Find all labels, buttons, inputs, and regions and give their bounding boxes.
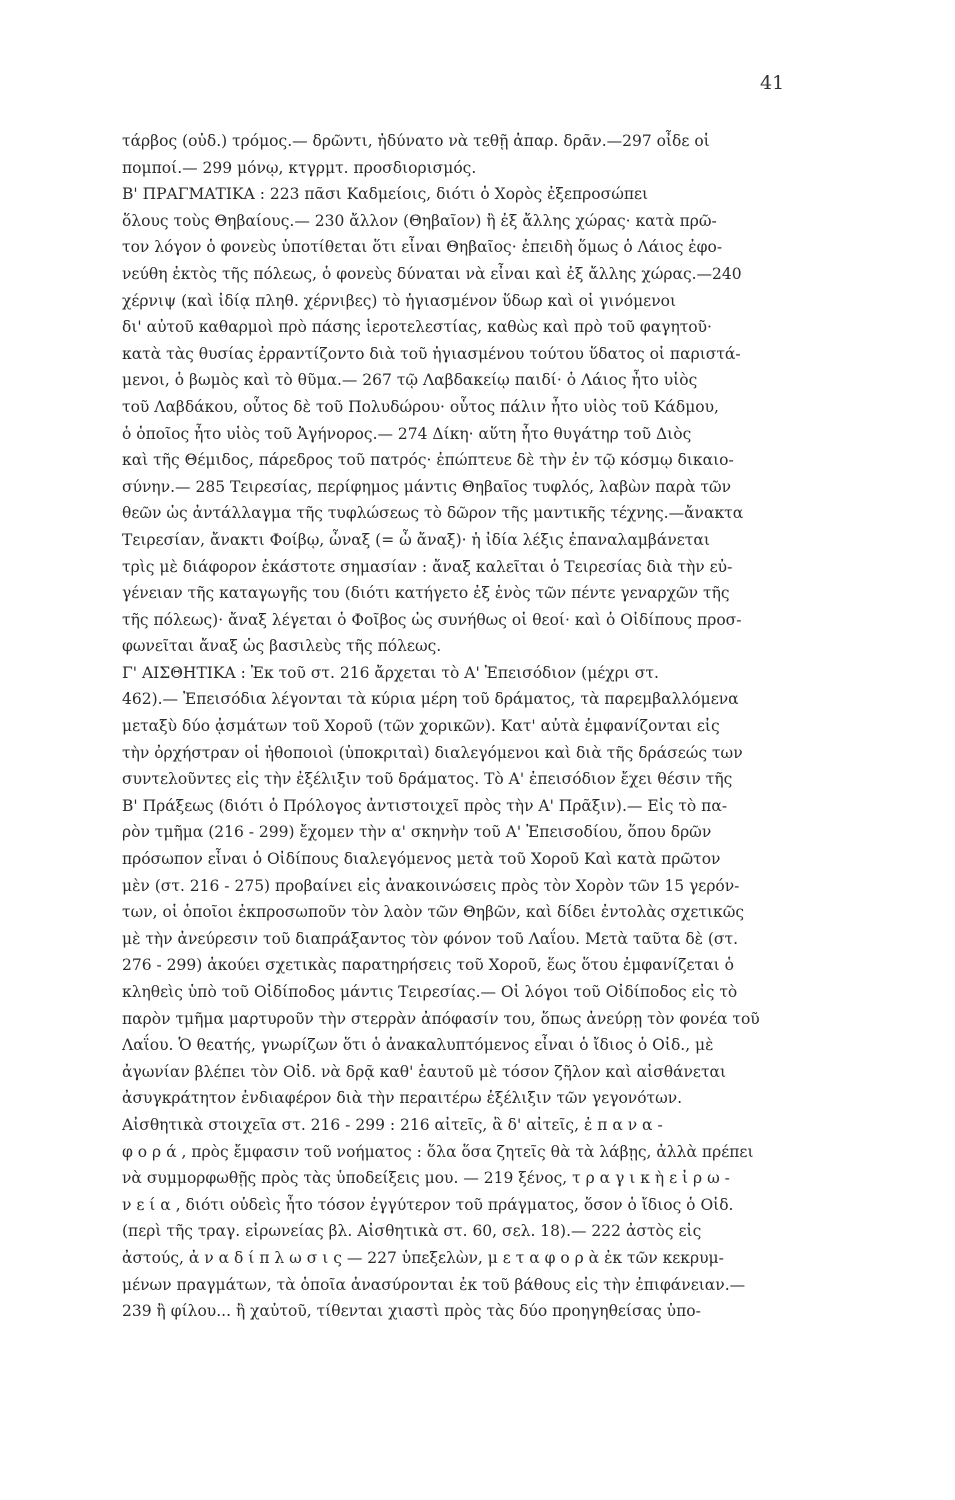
text-line: 239 ἢ φίλου... ἢ χαὐτοῦ, τίθενται χιαστὶ πρὸς τὰς δύο προηγηθείσας ὑπο-: [122, 1302, 701, 1321]
text-line: δι' αὐτοῦ καθαρμοὶ πρὸ πάσης ἱεροτελεστίας, καθὼς καὶ πρὸ τοῦ φαγητοῦ·: [122, 318, 712, 337]
text-line: κληθεὶς ὑπὸ τοῦ Οἰδίποδος μάντις Τειρεσίας.— Οἱ λόγοι τοῦ Οἰδίποδος εἰς τὸ: [122, 983, 738, 1001]
text-line: ὁ ὁποῖος ἦτο υἱὸς τοῦ Ἀγήνορος.— 274 Δίκη· αὕτη ἦτο θυγάτηρ τοῦ Διὸς: [122, 424, 692, 443]
text-line: ρὸν τμῆμα (216 - 299) ἔχομεν τὴν α' σκηνὴν τοῦ Α' Ἐπεισοδίου, ὅπου δρῶν: [122, 823, 712, 842]
text-line: των, οἱ ὁποῖοι ἐκπροσωποῦν τὸν λαὸν τῶν Θηβῶν, καὶ δίδει ἐντολὰς σχετικῶς: [122, 903, 745, 922]
text-line: τάρβος (οὐδ.) τρόμος.— δρῶντι, ἠδύνατο νὰ τεθῇ ἀπαρ. δρᾶν.—297 οἶδε οἱ: [122, 132, 710, 150]
text-line: μεταξὺ δύο ᾀσμάτων τοῦ Χοροῦ (τῶν χορικῶν). Κατ' αὐτὰ ἐμφανίζονται εἰς: [122, 717, 720, 736]
text-line: χέρνιψ (καὶ ἰδίᾳ πληθ. χέρνιβες) τὸ ἡγιασμένον ὕδωρ καὶ οἱ γινόμενοι: [122, 291, 677, 310]
page-text: [122, 128, 790, 1325]
text-line: γένειαν τῆς καταγωγῆς του (διότι κατήγετο ἐξ ἑνὸς τῶν πέντε γεναρχῶν τῆς: [122, 584, 730, 603]
text-line: Β' ΠΡΑΓΜΑΤΙΚΑ : 223 πᾶσι Καδμείοις, διότι ὁ Χορὸς ἐξεπροσώπει: [122, 185, 649, 204]
text-line: παρὸν τμῆμα μαρτυροῦν τὴν στερρὰν ἀπόφασίν του, ὅπως ἀνεύρῃ τὸν φονέα τοῦ: [122, 1009, 760, 1028]
text-line: 462).— Ἐπεισόδια λέγονται τὰ κύρια μέρη τοῦ δράματος, τὰ παρεμβαλλόμενα: [122, 690, 739, 709]
text-line: κατὰ τὰς θυσίας ἐρραντίζοντο διὰ τοῦ ἡγιασμένου τούτου ὕδατος οἱ παριστά-: [122, 344, 741, 363]
text-line: φωνεῖται ἄναξ ὡς βασιλεὺς τῆς πόλεως.: [122, 637, 442, 656]
text-line: φ ο ρ ά , πρὸς ἔμφασιν τοῦ νοήματος : ὅλα ὅσα ζητεῖς θὰ τὰ λάβῃς, ἀλλὰ πρέπει: [122, 1142, 754, 1161]
text-line: θεῶν ὡς ἀντάλλαγμα τῆς τυφλώσεως τὸ δῶρον τῆς μαντικῆς τέχνης.—ἄνακτα: [122, 504, 744, 523]
text-line: μὲν (στ. 216 - 275) προβαίνει εἰς ἀνακοινώσεις πρὸς τὸν Χορὸν τῶν 15 γερόν-: [122, 876, 740, 895]
text-line: ἀσυγκράτητον ἐνδιαφέρον διὰ τὴν περαιτέρω ἐξέλιξιν τῶν γεγονότων.: [122, 1089, 683, 1108]
text-line: σύνην.— 285 Τειρεσίας, περίφημος μάντις Θηβαῖος τυφλός, λαβὼν παρὰ τῶν: [122, 477, 732, 496]
text-line: τοῦ Λαβδάκου, οὗτος δὲ τοῦ Πολυδώρου· οὗτος πάλιν ἦτο υἱὸς τοῦ Κάδμου,: [122, 397, 719, 416]
text-line: συντελοῦντες εἰς τὴν ἐξέλιξιν τοῦ δράματος. Τὸ Α' ἐπεισόδιον ἔχει θέσιν τῆς: [122, 770, 733, 789]
page-number: 41: [760, 72, 785, 94]
text-line: ὅλους τοὺς Θηβαίους.— 230 ἄλλον (Θηβαῖον) ἢ ἐξ ἄλλης χώρας· κατὰ πρῶ-: [122, 211, 717, 230]
text-line: πομποί.— 299 μόνῳ, κτγρμτ. προσδιορισμός.: [122, 158, 477, 177]
text-line: ἀστούς, ἀ ν α δ ί π λ ω σ ι ς — 227 ὑπεξελὼν, μ ε τ α φ ο ρ ὰ ἐκ τῶν κεκρυμ-: [122, 1248, 724, 1267]
text-line: Β' Πράξεως (διότι ὁ Πρόλογος ἀντιστοιχεῖ πρὸς τὴν Α' Πρᾶξιν).— Εἰς τὸ πα-: [122, 796, 728, 815]
text-line: μενοι, ὁ βωμὸς καὶ τὸ θῦμα.— 267 τῷ Λαβδακείῳ παιδί· ὁ Λάιος ἦτο υἱὸς: [122, 371, 698, 390]
text-line: Λαΐου. Ὁ θεατής, γνωρίζων ὅτι ὁ ἀνακαλυπτόμενος εἶναι ὁ ἴδιος ὁ Οἰδ., μὲ: [122, 1036, 714, 1055]
text-line: (περὶ τῆς τραγ. εἰρωνείας βλ. Αἰσθητικὰ στ. 60, σελ. 18).— 222 ἀστὸς εἰς: [122, 1222, 702, 1241]
text-line: πρόσωπον εἶναι ὁ Οἰδίπους διαλεγόμενος μετὰ τοῦ Χοροῦ Καὶ κατὰ πρῶτον: [122, 850, 721, 869]
text-line: τον λόγον ὁ φονεὺς ὑποτίθεται ὅτι εἶναι Θηβαῖος· ἐπειδὴ ὅμως ὁ Λάιος ἐφο-: [122, 238, 723, 257]
text-line: 276 - 299) ἀκούει σχετικὰς παρατηρήσεις τοῦ Χοροῦ, ἕως ὅτου ἐμφανίζεται ὁ: [122, 956, 734, 975]
text-line: Αἰσθητικὰ στοιχεῖα στ. 216 - 299 : 216 αἰτεῖς, ἃ δ' αἰτεῖς, ἐ π α ν α -: [122, 1115, 663, 1134]
text-line: τὴν ὀρχήστραν οἱ ἠθοποιοὶ (ὑποκριταὶ) διαλεγόμενοι καὶ διὰ τῆς δράσεώς των: [122, 743, 743, 762]
text-line: Τειρεσίαν, ἄνακτι Φοίβῳ, ὦναξ (= ὦ ἄναξ)· ἡ ἰδία λέξις ἐπαναλαμβάνεται: [122, 530, 710, 549]
text-line: νεύθη ἐκτὸς τῆς πόλεως, ὁ φονεὺς δύναται νὰ εἶναι καὶ ἐξ ἄλλης χώρας.—240: [122, 264, 742, 283]
text-line: Γ' ΑΙΣΘΗΤΙΚΑ : Ἐκ τοῦ στ. 216 ἄρχεται τὸ Α' Ἐπεισόδιον (μέχρι στ.: [122, 663, 659, 682]
text-line: τῆς πόλεως)· ἄναξ λέγεται ὁ Φοῖβος ὡς συνήθως οἱ θεοί· καὶ ὁ Οἰδίπους προσ-: [122, 610, 742, 629]
text-line: μὲ τὴν ἀνεύρεσιν τοῦ διαπράξαντος τὸν φόνον τοῦ Λαΐου. Μετὰ ταῦτα δὲ (στ.: [122, 929, 739, 948]
text-line: ν ε ί α , διότι οὐδεὶς ἦτο τόσον ἐγγύτερον τοῦ πράγματος, ὅσον ὁ ἴδιος ὁ Οἰδ.: [122, 1195, 734, 1214]
text-line: καὶ τῆς Θέμιδος, πάρεδρος τοῦ πατρός· ἐπώπτευε δὲ τὴν ἐν τῷ κόσμῳ δικαιο-: [122, 451, 734, 470]
text-line: ἀγωνίαν βλέπει τὸν Οἰδ. νὰ δρᾷ καθ' ἑαυτοῦ μὲ τόσον ζῆλον καὶ αἰσθάνεται: [122, 1062, 727, 1081]
text-line: τρὶς μὲ διάφορον ἑκάστοτε σημασίαν : ἄναξ καλεῖται ὁ Τειρεσίας διὰ τὴν εὐ-: [122, 557, 733, 576]
text-line: μένων πραγμάτων, τὰ ὁποῖα ἀνασύρονται ἐκ τοῦ βάθους εἰς τὴν ἐπιφάνειαν.—: [122, 1275, 746, 1294]
text-line: νὰ συμμορφωθῇς πρὸς τὰς ὑποδείξεις μου. — 219 ξένος, τ ρ α γ ι κ ὴ ε ἰ ρ ω -: [122, 1169, 730, 1188]
